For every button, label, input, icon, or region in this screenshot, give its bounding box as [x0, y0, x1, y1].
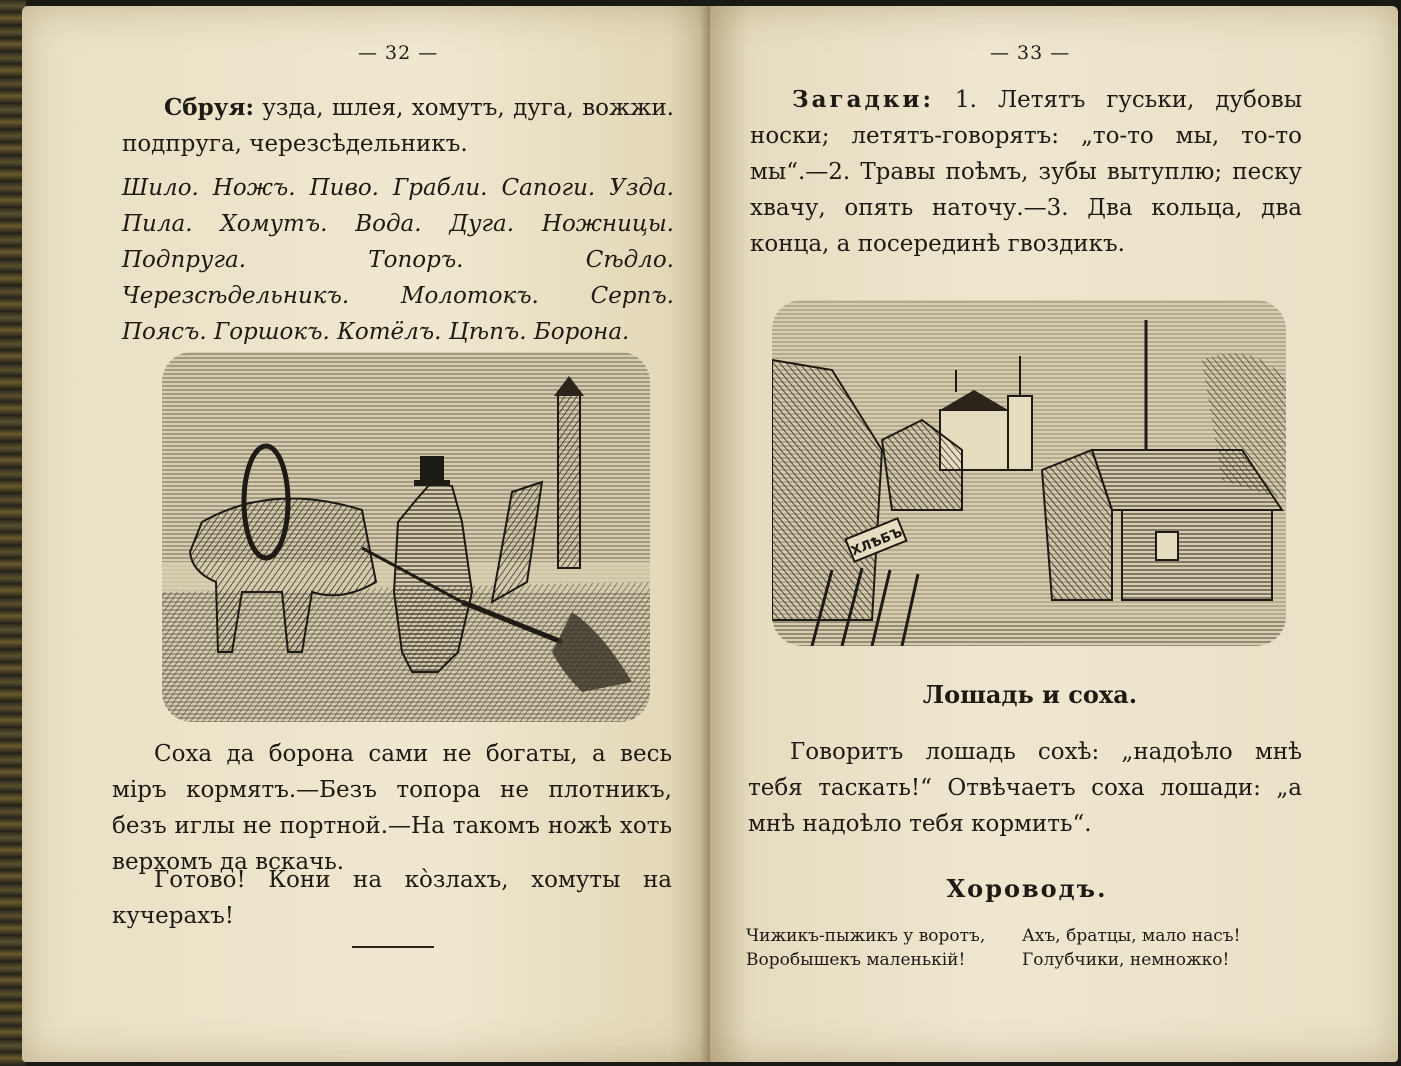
- section-divider: [352, 946, 434, 948]
- riddles-text: 1. Летятъ гуськи, дубовы носки; летятъ-говорятъ: „то-то мы, то-то мы“.—2. Травы поѣмъ, зубы вытуплю; песку хвачу, опять наточу.—3. Два кольца, два конца, а посерединѣ гвоздикъ.: [750, 87, 1302, 257]
- bread-sign-text: ХЛѢБЪ: [849, 525, 905, 560]
- page-number-left: — 32 —: [358, 42, 439, 64]
- poem-line: Чижикъ-пыжикъ у воротъ,: [746, 926, 986, 946]
- right-page: [710, 6, 1398, 1062]
- page-number-right: — 33 —: [990, 42, 1071, 64]
- poem-line: Ахъ, братцы, мало насъ!: [1022, 926, 1241, 946]
- illustration-village: [772, 300, 1286, 646]
- poem-line: Воробышекъ маленькій!: [746, 950, 966, 970]
- harness-text: узда, шлея, хомутъ, дуга, вожжи. подпруга, черезсѣдельникъ.: [122, 95, 674, 157]
- poem-column-left: [746, 924, 1016, 972]
- riddle-answer-paragraph: Готово! Кони на кòзлахъ, хомуты на кучерахъ!: [112, 867, 672, 929]
- poem-column-right: [1022, 924, 1282, 972]
- story-paragraph: Говоритъ лошадь сохѣ: „надоѣло мнѣ тебя таскать!“ Отвѣчаетъ соха лошади: „а мнѣ надоѣло тебя кормить“.: [748, 739, 1302, 837]
- harness-paragraph: [122, 90, 674, 162]
- village-engraving: [772, 300, 1286, 646]
- proverbs-paragraph: Соха да борона сами не богаты, а весь міръ кормятъ.—Безъ топора не плотникъ, безъ иглы не портной.—На такомъ ножѣ хоть верхомъ да вскачь.: [112, 741, 672, 875]
- illustration-ploughman: [162, 352, 650, 722]
- story-title: Лошадь и соха.: [922, 680, 1138, 709]
- riddles-paragraph: [750, 82, 1302, 262]
- poem-line: Голубчики, немножко!: [1022, 950, 1230, 970]
- ploughman-engraving: [162, 352, 650, 722]
- riddles-label: Загадки:: [792, 86, 934, 113]
- round-dance-title: Хороводъ.: [946, 874, 1108, 903]
- harness-label: Сбруя:: [164, 94, 254, 121]
- word-list: Шило. Ножъ. Пиво. Грабли. Сапоги. Узда. Пила. Хомутъ. Вода. Дуга. Ножницы. Подпруга. Топоръ. Сѣдло. Черезсѣдельникъ. Молотокъ. Серпъ. Поясъ. Горшокъ. Котёлъ. Цѣпъ. Борона.: [122, 175, 674, 345]
- left-page: [22, 6, 710, 1062]
